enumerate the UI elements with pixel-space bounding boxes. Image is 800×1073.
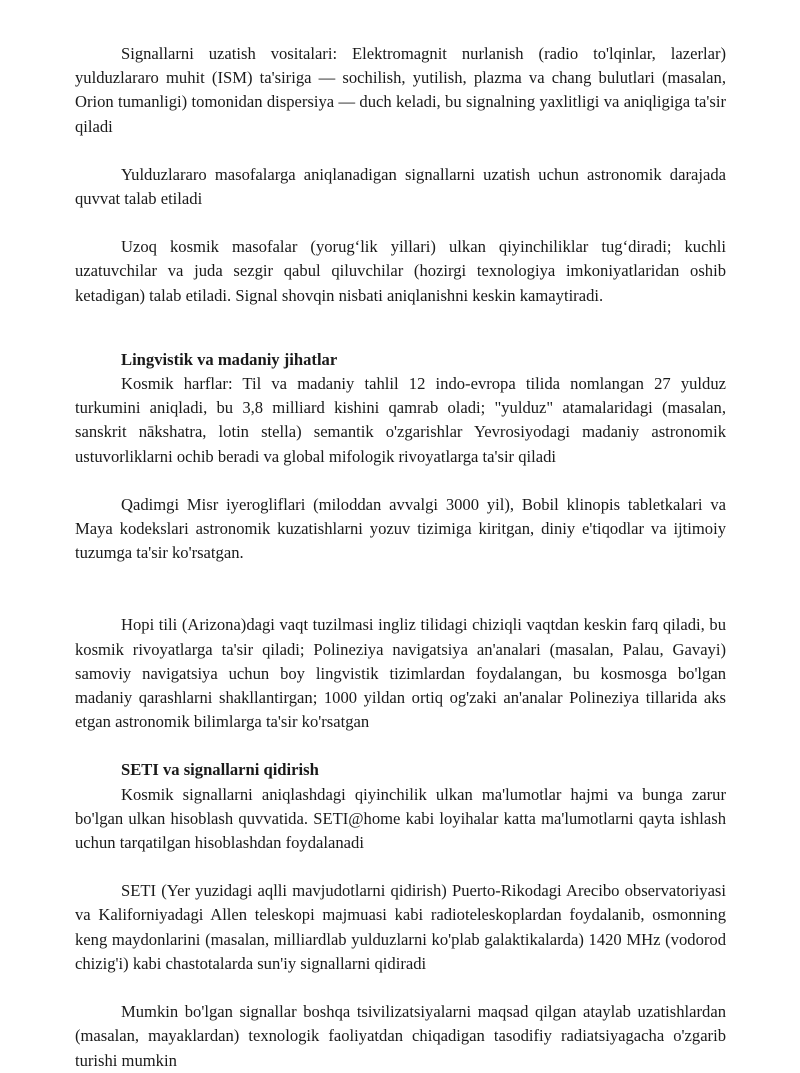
section-heading-linguistic: Lingvistik va madaniy jihatlar xyxy=(121,349,338,369)
section-heading-seti: SETI va signallarni qidirish xyxy=(121,760,319,780)
paragraph-signal-transmission: Signallarni uzatish vositalari: Elektromagnit nurlanish (radio to'lqinlar, lazerlar) yulduzlararo muhit (ISM) ta'siriga — sochilish, yutilish, plazma va chang bulutlari (masalan, Orion tumanligi) tomonidan dispersiya — duch keladi, bu signalning yaxlitligi va aniqligiga ta'sir qiladi xyxy=(75,44,726,136)
paragraph-hopi-polynesia: Hopi tili (Arizona)dagi vaqt tuzilmasi ingliz tilidagi chiziqli vaqtdan keskin farq qiladi, bu kosmik rivoyatlarga ta'sir qiladi; Polineziya navigatsiya an'analari (masalan, Palau, Gavayi) samoviy navigatsiya uchun boy lingvistik tizimlardan foydalangan, bu kosmosga bo'lgan madaniy qarashlarni shakllantirgan; 1000 yildan ortiq og'zaki an'analar Polineziya tillarida aks etgan astronomik bilimlarga ta'sir ko'rsatgan xyxy=(75,615,726,732)
paragraph-cosmic-distances: Uzoq kosmik masofalar (yorug‘lik yillari) ulkan qiyinchiliklar tug‘diradi; kuchli uzatuvchilar va juda sezgir qabul qiluvchilar (hozirgi texnologiya imkoniyatlaridan oshib ketadigan) talab etiladi. Signal shovqin nisbati aniqlanishni keskin kamaytiradi. xyxy=(75,237,726,305)
paragraph-power-requirement: Yulduzlararo masofalarga aniqlanadigan signallarni uzatish uchun astronomik darajada quvvat talab etiladi xyxy=(75,164,726,209)
paragraph-seti-search: SETI (Yer yuzidagi aqlli mavjudotlarni qidirish) Puerto-Rikodagi Arecibo observatoriyasi va Kaliforniyadagi Allen teleskopi majmuasi kabi radioteleskoplardan foydalanib, osmonning keng maydonlarini (masalan, milliardlab yulduzlarni ko'plab galaktikalarda) 1420 MHz (vodorod chizig'i) kabi chastotalarda sun'iy signallarni qidiradi xyxy=(75,881,726,973)
document-page xyxy=(75,42,726,1073)
paragraph-ancient-scripts: Qadimgi Misr iyerogliflari (miloddan avvalgi 3000 yil), Bobil klinopis tabletkalari va Maya kodekslari astronomik kuzatishlarni yozuv tizimiga kiritgan, diniy e'tiqodlar va ijtimoiy tuzumga ta'sir ko'rsatgan. xyxy=(75,494,726,563)
paragraph-cosmic-letters: Kosmik harflar: Til va madaniy tahlil 12 indo-evropa tilida nomlangan 27 yulduz turkumini aniqladi, bu 3,8 milliard kishini qamrab oladi; "yulduz" atamalaridagi (masalan, sanskrit nākshatra, lotin stella) semantik o'zgarishlar Yevrosiyodagi madaniy astronomik ustuvorliklarni ochib beradi va global mifologik rivoyatlarga ta'sir qiladi xyxy=(75,374,726,466)
paragraph-data-challenge: Kosmik signallarni aniqlashdagi qiyinchilik ulkan ma'lumotlar hajmi va bunga zarur bo'lgan ulkan hisoblash quvvatida. SETI@home kabi loyihalar katta ma'lumotlarni qayta ishlash uchun tarqatilgan hisoblashdan foydalanadi xyxy=(75,784,726,853)
paragraph-possible-signals: Mumkin bo'lgan signallar boshqa tsivilizatsiyalarni maqsad qilgan ataylab uzatishlardan (masalan, mayaklardan) texnologik faoliyatdan chiqadigan tasodifiy radiatsiyagacha o'zgarib turishi mumkin xyxy=(75,1002,726,1070)
